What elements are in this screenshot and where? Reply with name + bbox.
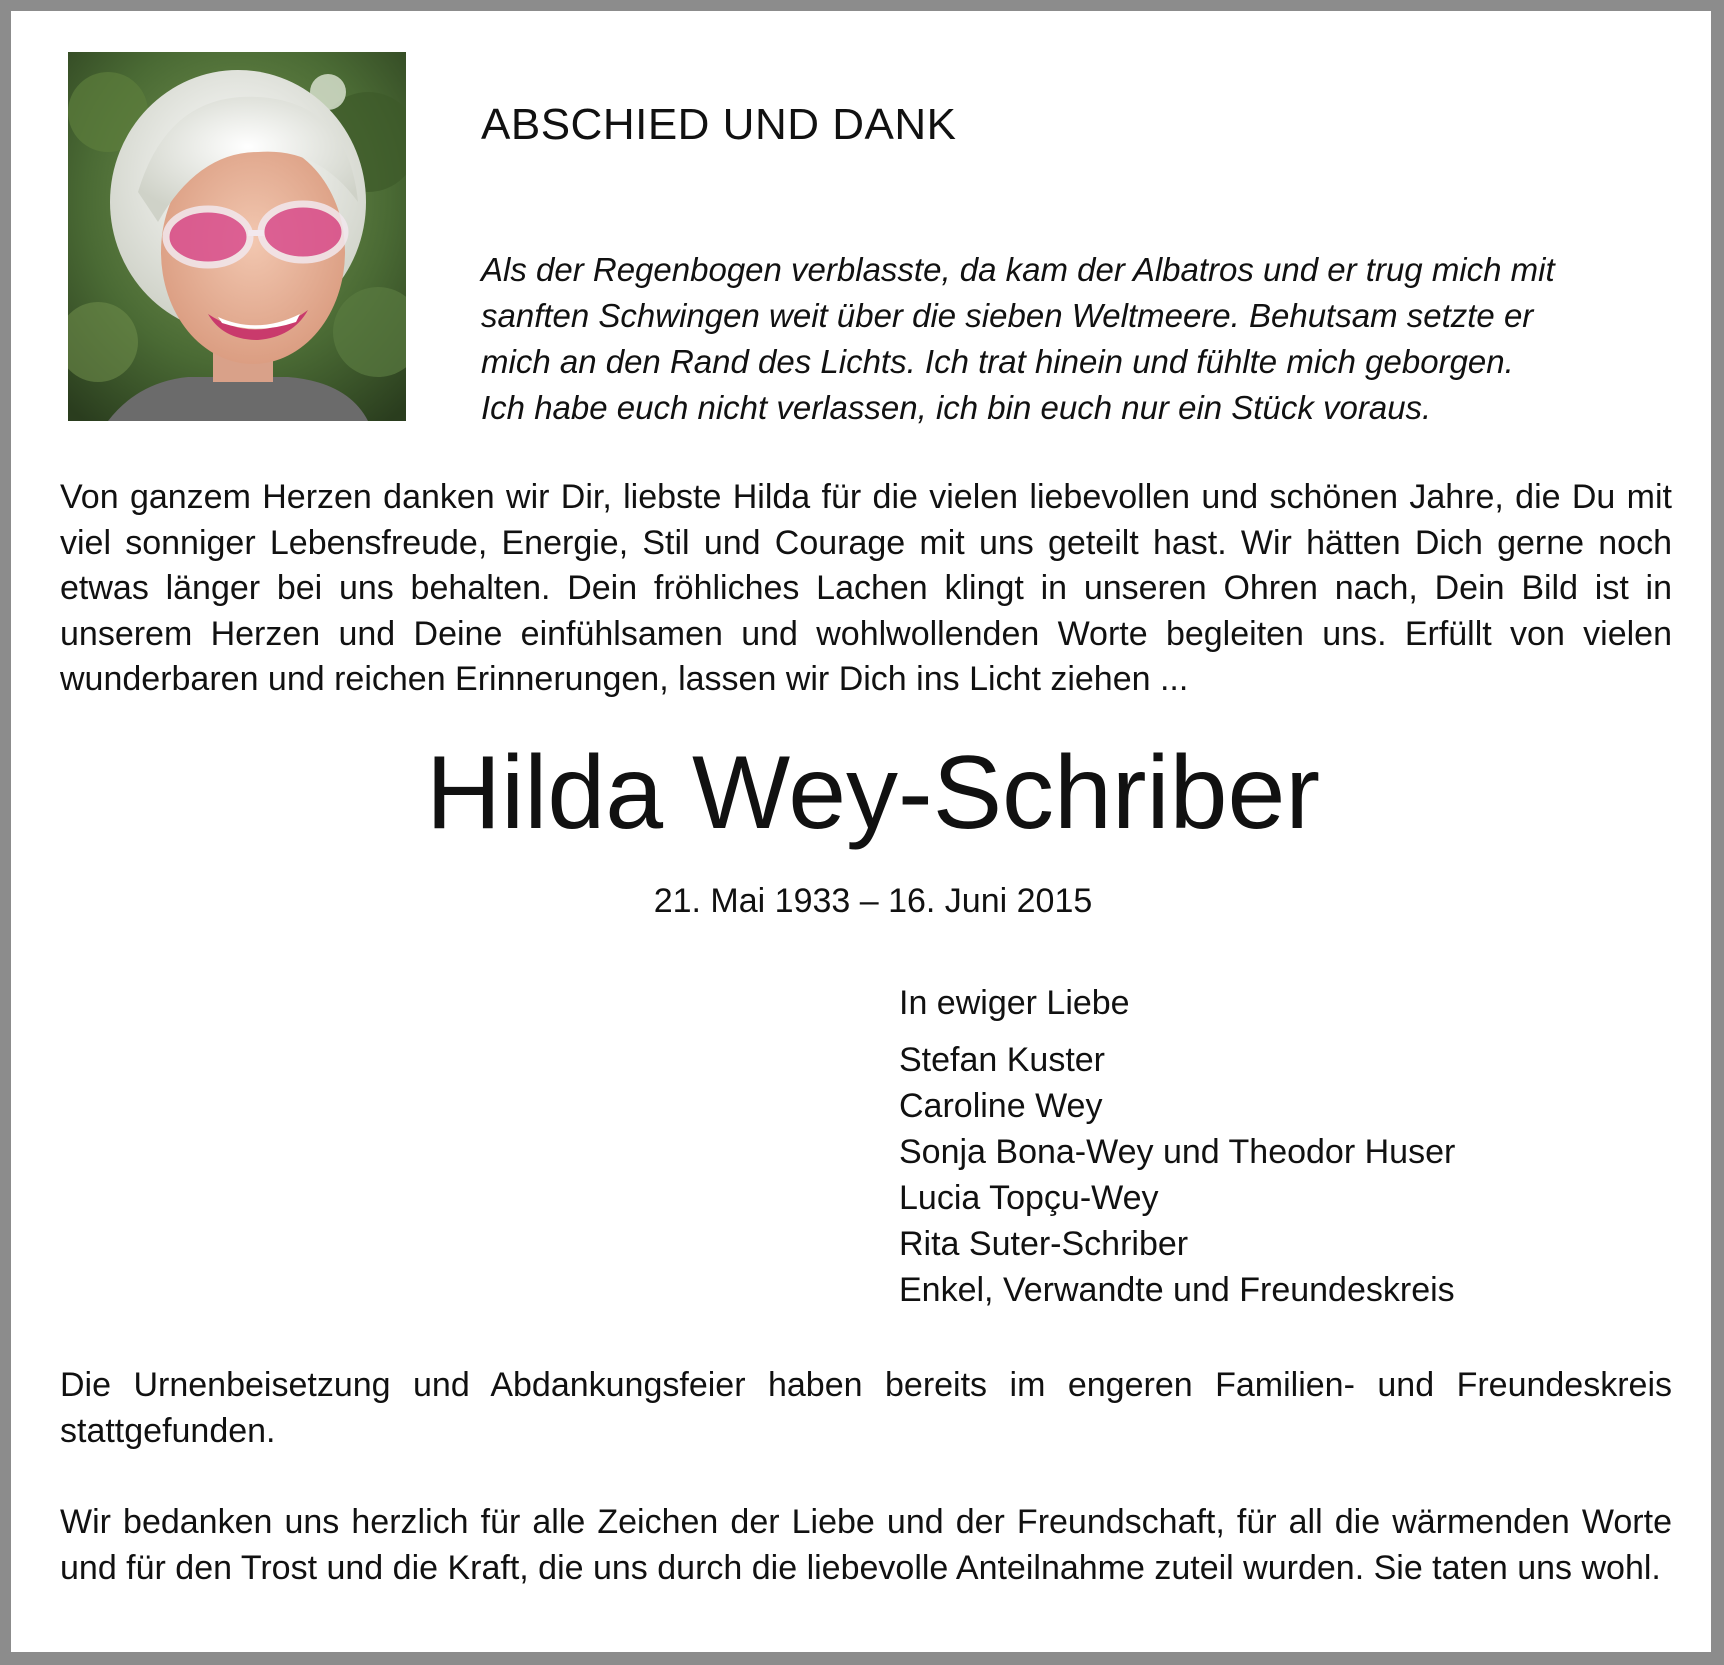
burial-note: Die Urnenbeisetzung und Abdankungsfeier haben bereits im engeren Familien- und Freundeskreis stattgefunden. <box>60 1366 1672 1450</box>
portrait-image <box>68 52 406 421</box>
notice-heading: ABSCHIED UND DANK <box>481 100 957 149</box>
mourner-name: Stefan Kuster <box>899 1041 1106 1079</box>
deceased-name: Hilda Wey-Schriber <box>426 735 1320 851</box>
mourner-name: Enkel, Verwandte und Freundeskreis <box>899 1271 1455 1309</box>
poem-line: Als der Regenbogen verblasste, da kam der Albatros und er trug mich mit <box>481 251 1555 288</box>
mourner-name: Lucia Topçu-Wey <box>899 1179 1159 1217</box>
poem-text <box>481 247 1711 431</box>
poem-line: sanften Schwingen weit über die sieben Weltmeere. Behutsam setzte er <box>481 297 1534 334</box>
thanks-paragraph: Von ganzem Herzen danken wir Dir, liebste Hilda für die vielen liebevollen und schönen Jahre, die Du mit viel sonniger Lebensfreude, Energie, Stil und Courage mit uns geteilt hast. Wir hätten Dich gerne noch etwas länger bei uns behalten. Dein fröhliches Lachen klingt in unseren Ohren nach, Dein Bild ist in unserem Herzen und Deine einfühlsamen und wohlwollenden Worte begleiten uns. Erfüllt von vielen wunderbaren und reichen Erinnerungen, lassen wir Dich ins Licht ziehen ... <box>60 478 1672 698</box>
mourners-list <box>899 980 1455 1313</box>
poem-line: mich an den Rand des Lichts. Ich trat hinein und fühlte mich geborgen. <box>481 343 1514 380</box>
poem-line: Ich habe euch nicht verlassen, ich bin euch nur ein Stück voraus. <box>481 389 1432 426</box>
obituary-card <box>11 11 1711 1652</box>
gratitude-note: Wir bedanken uns herzlich für alle Zeichen der Liebe und der Freundschaft, für all die wärmenden Worte und für den Trost und die Kraft, die uns durch die liebevolle Anteilnahme zuteil wurden. Sie taten uns wohl. <box>60 1503 1672 1587</box>
mourner-name: Sonja Bona-Wey und Theodor Huser <box>899 1133 1456 1171</box>
mourner-name: Caroline Wey <box>899 1087 1103 1125</box>
life-dates: 21. Mai 1933 – 16. Juni 2015 <box>653 882 1093 920</box>
mourners-intro: In ewiger Liebe <box>899 984 1130 1022</box>
portrait-photo <box>68 52 406 421</box>
mourner-name: Rita Suter-Schriber <box>899 1225 1189 1263</box>
